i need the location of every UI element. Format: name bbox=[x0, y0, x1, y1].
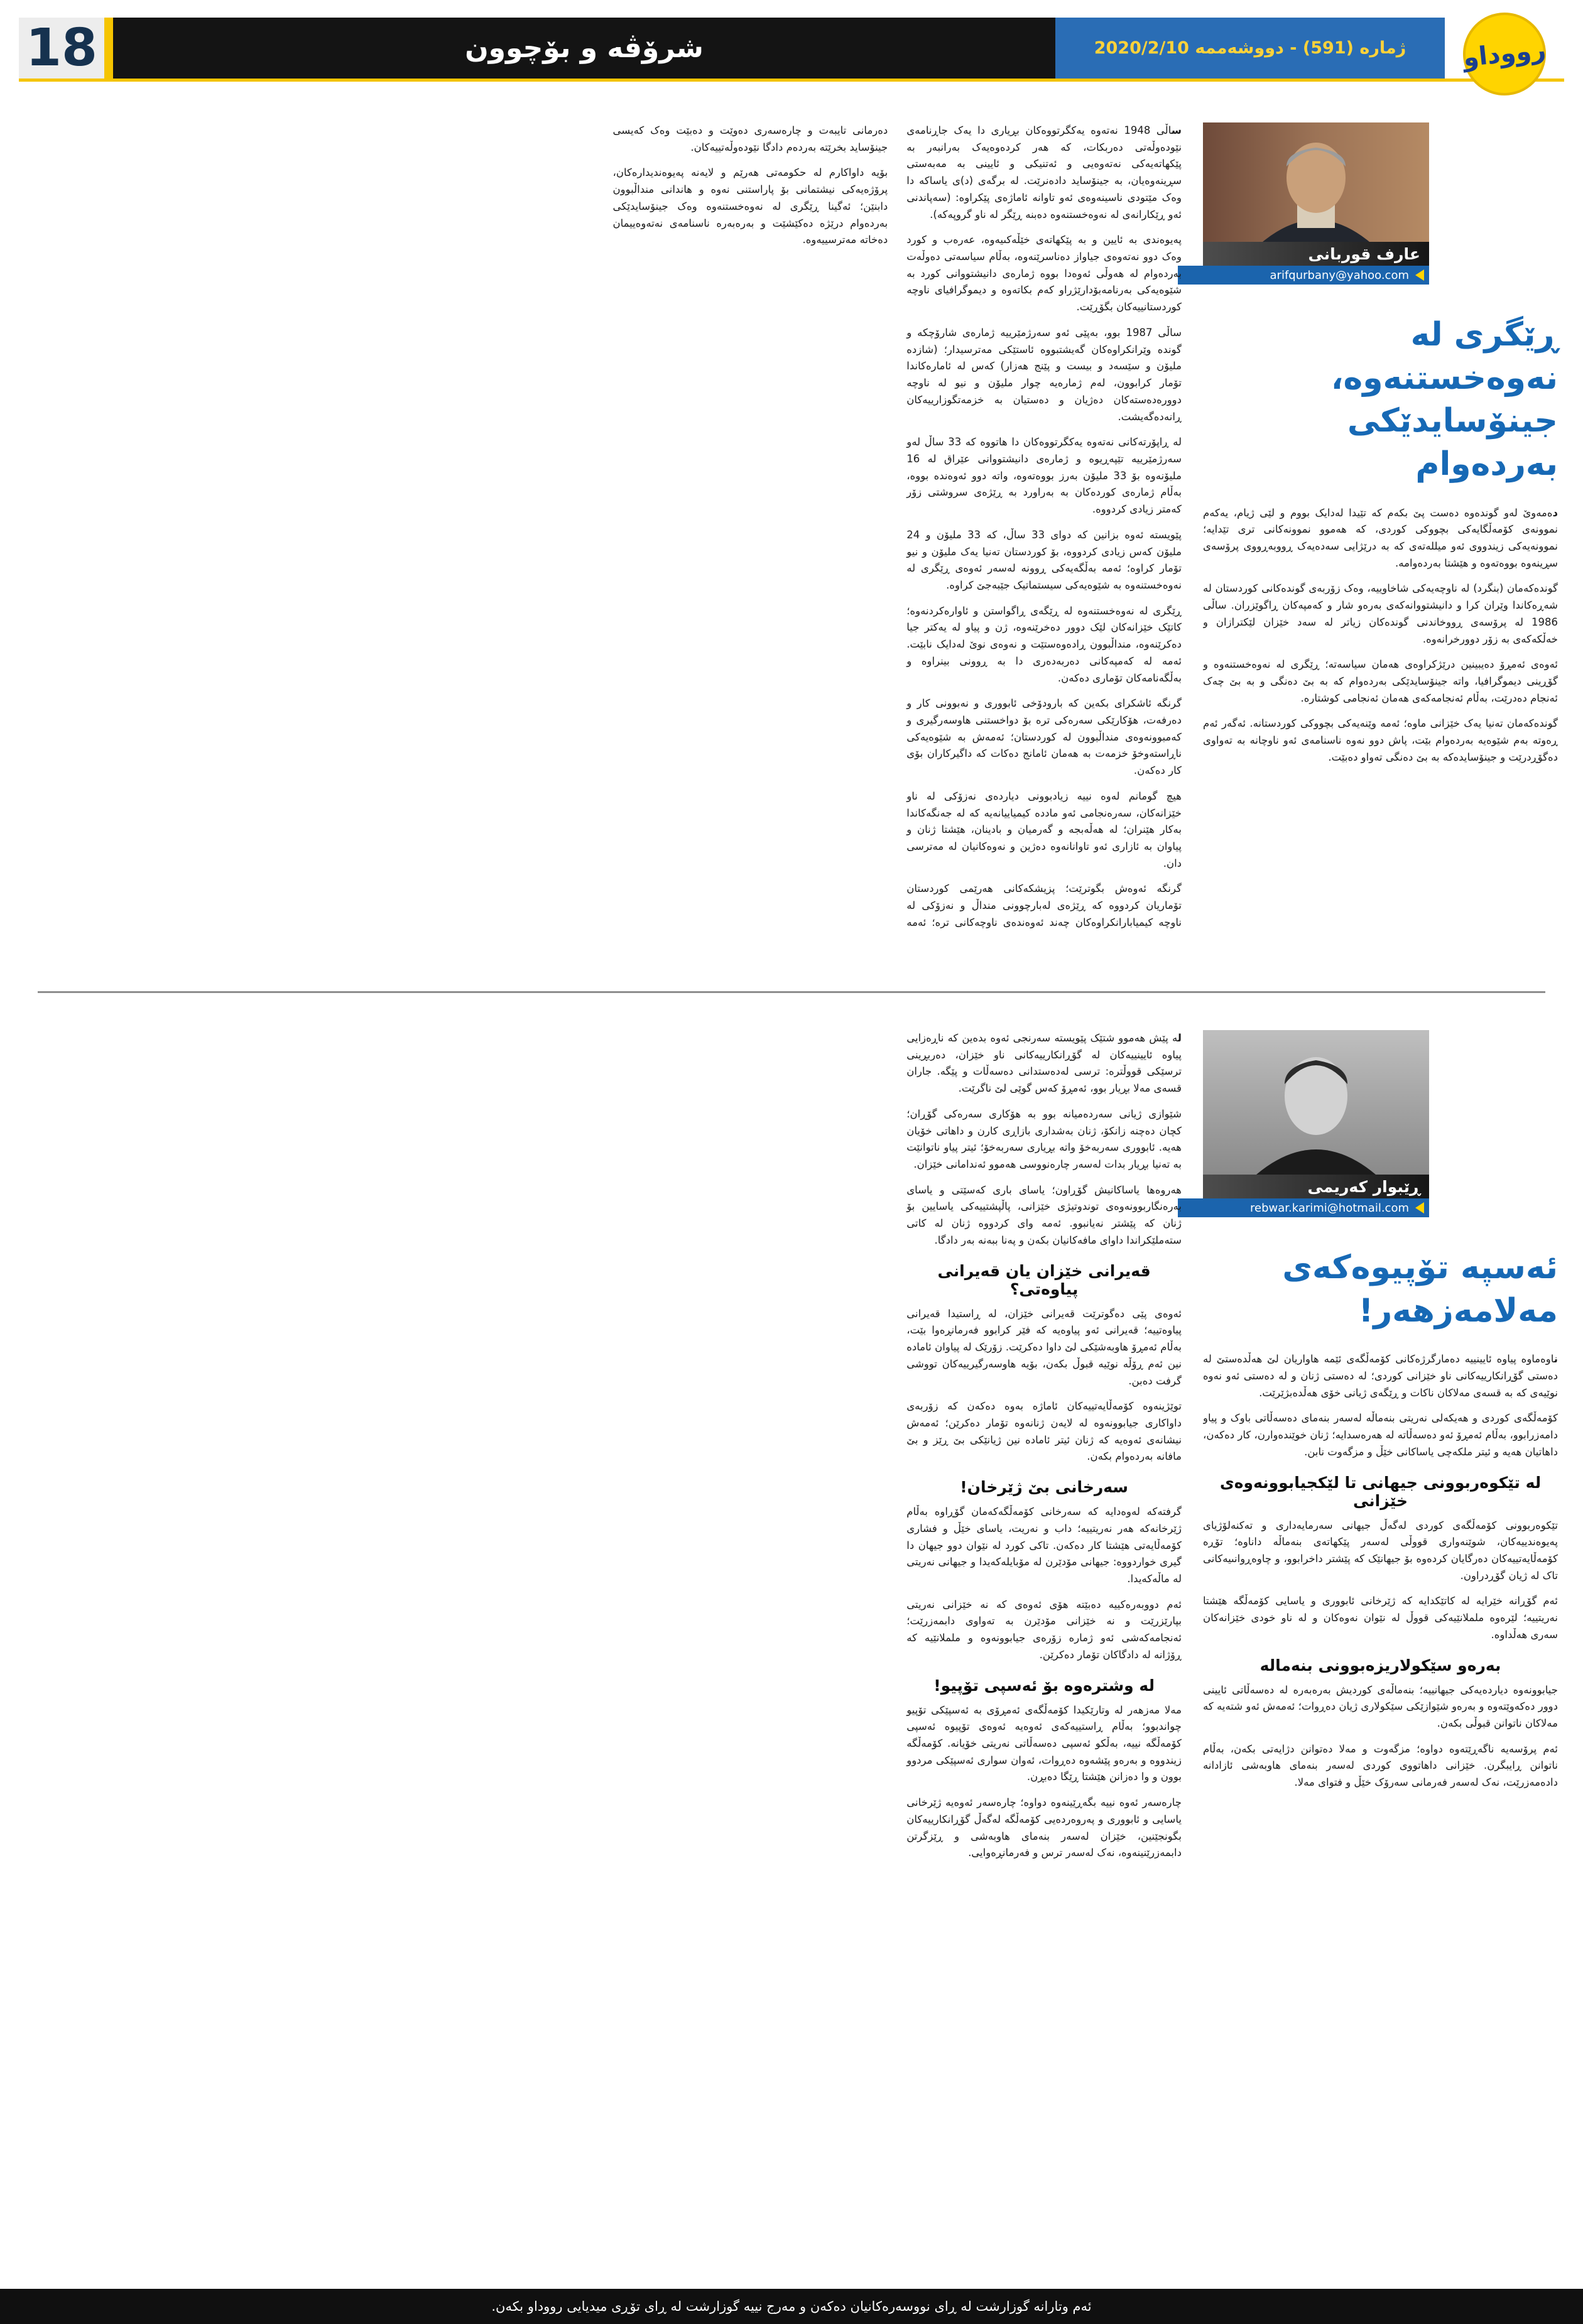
paragraph: بۆیه داواکارم له حکومه‌تى هه‌رێم و لایه‌نه په‌یوه‌ندیداره‌کان، پرۆژه‌یه‌کى نیشتمانى بۆ پاراستنى نه‌وه و هاندانى منداڵبوون دابنێن؛ ئه‌گینا ڕێگرى له نه‌وه‌خستنه‌وه وه‌ک جینۆسایدێکى به‌رده‌وام درێژه ده‌کێشێت و به‌ره‌به‌ره ناسنامه‌ى نه‌ته‌وه‌ییمان ده‌خاته مه‌ترسییه‌وه. bbox=[612, 166, 888, 246]
paragraph: ئه‌وه‌ى ئه‌مڕۆ ده‌یبینین درێژکراوه‌ى هه‌مان سیاسه‌ته؛ ڕێگرى له نه‌وه‌خستنه‌وه و گۆڕینى دیموگرافیا، واته جینۆسایدێکى به‌رده‌وام که به بێ ده‌نگى و به بێ چه‌ک ئه‌نجام ده‌درێت، به‌ڵام ئه‌نجامه‌که‌ى هه‌مان ئه‌نجامى کوشتاره. bbox=[1203, 658, 1558, 704]
article2-right-block bbox=[1203, 1030, 1558, 2224]
article-genocide bbox=[25, 122, 1558, 958]
author-name: ڕێبوار که‌ریمى bbox=[1307, 1177, 1420, 1196]
issue-date-bar bbox=[1055, 18, 1445, 79]
paragraph: ده‌مه‌وێ له‌و گونده‌وه ده‌ست پێ بکه‌م که تێیدا له‌دایک بووم و لێى ژیام، یه‌که‌م نموونه‌ى کۆمه‌ڵگایه‌کى بچووکى کوردى، که هه‌موو نموونه‌کانى ترى تێدایه؛ نموونه‌یه‌کى زیندووى ئه‌و میلله‌ته‌ى که به درێژایى سه‌ده‌یه‌ک ڕووبه‌ڕووى پرۆسه‌ى سڕینه‌وه بووه‌ته‌وه و هێشتا به‌رده‌وامه. bbox=[1203, 506, 1558, 569]
article2-photo-wrap bbox=[1203, 1030, 1429, 1217]
paragraph: توێژینه‌وه کۆمه‌ڵایه‌تییه‌کان ئاماژه به‌وه ده‌که‌ن که زۆربه‌ى داواکارى جیابوونه‌وه له لایه‌ن ژنانه‌وه تۆمار ده‌کرێن؛ ئه‌مه‌ش نیشانه‌ى ئه‌وه‌یه که ژنان ئیتر ئاماده نین ژیانێکى بێ ڕێز و بێ مافانه به‌رده‌وام بکه‌ن. bbox=[906, 1400, 1182, 1463]
paragraph: کۆمه‌ڵگه‌ى کوردى و هه‌یکه‌لى نه‌ریتى بنه‌ماڵه له‌سه‌ر بنه‌ماى ده‌سه‌ڵاتى باوک و پیاو دامه‌زرابوو، به‌ڵام ئه‌مڕۆ ئه‌و ده‌سه‌ڵاته له هه‌ره‌سدایه؛ ژنان خوێنده‌وارن، کار ده‌که‌ن، داهاتیان هه‌یه و ئیتر ملکه‌چى یاساکانى خێڵ و مزگه‌وت نابن. bbox=[1203, 1412, 1558, 1458]
page-header bbox=[19, 18, 1564, 82]
section-title: شرۆڤه و بۆچوون bbox=[465, 32, 704, 64]
arrow-icon bbox=[1415, 1202, 1424, 1214]
paragraph: ناوه‌ماوه پیاوه ئایینییه ده‌مارگرژه‌کانى کۆمه‌ڵگه‌ى ئێمه هاواریان لێ هه‌ڵده‌ستێ له ده‌ستى گۆڕانکارییه‌کانى ناو خێزانى کوردى؛ له ده‌ستى ژنان و له ده‌ستى ئه‌و نه‌وه نوێیه‌ى که به قسه‌ى مه‌لاکان ناکات و ڕێگه‌ى ژیانى خۆى هه‌ڵده‌بژێرێت. bbox=[1203, 1353, 1558, 1399]
paragraph: له پێش هه‌موو شتێک پێویسته سه‌رنجى ئه‌وه بده‌ین که ناڕه‌زایى پیاوه ئایینییه‌کان له گۆڕانکارییه‌کانى ناو خێزان، ده‌ربڕینى ترسێکى قووڵتره: ترسى له‌ده‌ستدانى ده‌سه‌ڵات و پێگه. جاران قسه‌ى مه‌لا بڕیار بوو، ئه‌مڕۆ که‌س گوێى لێ ناگرێت. bbox=[906, 1032, 1182, 1095]
article-divider bbox=[38, 991, 1545, 993]
paragraph: ئه‌م پرۆسه‌یه ناگه‌ڕێته‌وه دواوه؛ مزگه‌وت و مه‌لا ده‌توانن دژایه‌تى بکه‌ن، به‌ڵام ناتوانن ڕایبگرن. خێزانى داهاتووى کوردى له‌سه‌ر بنه‌ماى هاوبه‌شى ئازادانه داده‌مه‌زرێت، نه‌ک له‌سه‌ر فه‌رمانى سه‌رۆک خێڵ و فتواى مه‌لا. bbox=[1203, 1742, 1558, 1789]
article-dead-horse bbox=[25, 1030, 1558, 2224]
paragraph: ئه‌وه‌ى پێى ده‌گوترێت قه‌یرانى خێزان، له ڕاستیدا قه‌یرانى پیاوه‌تییه؛ قه‌یرانى ئه‌و پیاوه‌یه که فێر کرابوو فه‌رمانڕه‌وا بێت، به‌ڵام ئه‌مڕۆ هاوبه‌شێکى لێ داوا ده‌کرێت. زۆرێک له پیاوان ئاماده نین ئه‌م ڕۆڵه نوێیه قبوڵ بکه‌ن، بۆیه هاوسه‌رگیرییه‌کان تووشى گرفت ده‌بن. bbox=[906, 1307, 1182, 1387]
author-email-bar[interactable] bbox=[1178, 266, 1429, 285]
subhead-global-to-family: له تێکوه‌ربوونى جیهانى تا لێکجیابوونه‌وه‌ى خێزانى bbox=[1219, 1473, 1542, 1510]
issue-date: ژماره (591) - دووشه‌ممه 2020/2/10 bbox=[1094, 38, 1406, 58]
subhead-camel-to-horse: له وشتره‌وه بۆ ئه‌سپى تۆپیو! bbox=[933, 1676, 1155, 1695]
author-email-bar[interactable] bbox=[1178, 1198, 1429, 1217]
article2-columns bbox=[25, 1030, 1182, 2224]
paragraph: تێکوه‌ربوونى کۆمه‌ڵگه‌ى کوردى له‌گه‌ڵ جیهانى سه‌رمایه‌دارى و ته‌کنه‌لۆژیاى په‌یوه‌ندییه‌کان، شوێنه‌وارى قووڵى له‌سه‌ر پێکهاته‌ى بنه‌ماڵه داناوه؛ تۆڕه کۆمه‌ڵایه‌تییه‌کان ده‌رگایان کرده‌وه بۆ جیهانێک که پێشتر داخرابوو، و چاوه‌ڕوانىیه‌کانى تاک له ژیان گۆڕدراون. bbox=[1203, 1519, 1558, 1582]
article1-right-block bbox=[1203, 122, 1558, 958]
section-title-bar bbox=[113, 18, 1055, 79]
paragraph: مه‌لا مه‌زهه‌ر له وتارێکیدا کۆمه‌ڵگه‌ى ئه‌مڕۆى به ئه‌سپێکى تۆپیو چواندبوو؛ به‌ڵام ڕاستییه‌که‌ى ئه‌وه‌یه ئه‌وه‌ى تۆپیوه ئه‌سپى کۆمه‌ڵگه نییه، به‌ڵکو ئه‌سپى ده‌سه‌ڵاتى نه‌ریتى خۆیانه. کۆمه‌ڵگه زیندووه و به‌ره‌و پێشه‌وه ده‌ڕوات، ئه‌وان سوارى ئه‌سپێکى مردوو بوون و وا ده‌زانن هێشتا ڕێگا ده‌بڕن. bbox=[906, 1703, 1182, 1783]
logo-block bbox=[1445, 18, 1564, 79]
disclaimer-text: ئه‌م وتارانه گوزارشت له ڕاى نووسه‌ره‌کانیان ده‌که‌ن و مه‌رج نییه گوزارشت له ڕاى تۆڕى میدیایى رووداو بکه‌ن. bbox=[491, 2299, 1092, 2314]
author-name: عارف قوربانى bbox=[1308, 244, 1420, 263]
article1-right-column bbox=[1203, 505, 1558, 958]
article2-right-column bbox=[1203, 1351, 1558, 2224]
author-photo-arif bbox=[1203, 122, 1429, 242]
paragraph: گرنگه ئاشکراى بکه‌ین که بارودۆخى ئابوورى و نه‌بوونى کار و ده‌رفه‌ت، هۆکارێکى سه‌ره‌کى تره بۆ دواخستنى هاوسه‌رگیرى و که‌مبوونه‌وه‌ى منداڵبوون له کوردستان؛ ئه‌مه‌ش به شێوه‌یه‌کى ناڕاسته‌وخۆ خزمه‌ت به هه‌مان ئامانج ده‌کات که داگیرکاران بۆى کار ده‌که‌ن. bbox=[906, 697, 1182, 777]
rudaw-logo bbox=[1459, 8, 1550, 99]
paragraph: پێویسته ئه‌وه بزانین که دواى 33 ساڵ، که 33 ملیۆن و 24 ملیۆن که‌س زیادى کردووه، بۆ کوردستان ته‌نیا یه‌ک ملیۆن و نیو تۆمار کراوه؛ ئه‌مه به‌ڵگه‌یه‌کى ڕوونه له‌سه‌ر ئه‌وه‌ى ڕێگرى له نه‌وه‌خستنه‌وه به شێوه‌یه‌کى سیستماتیک جێبه‌جێ کراوه. bbox=[906, 528, 1182, 591]
article1-photo-wrap bbox=[1203, 122, 1429, 285]
paragraph: په‌یوه‌ندى به ئایین و به پێکهاته‌ى خێڵه‌کىیه‌وه، عه‌ره‌ب و کورد وه‌ک دوو نه‌ته‌وه‌ى جیاواز ده‌ناسرێنه‌وه، به‌ڵام سیاسه‌تى ده‌وڵه‌ت به‌رده‌وام له هه‌وڵى ئه‌وه‌دا بووه ژماره‌ى دانیشتووانى کورد به شێوه‌یه‌کى به‌رنامه‌بۆدارێژراو که‌م بکاته‌وه و دیموگرافیاى ناوچه کوردستانییه‌کان بگۆڕێت. bbox=[906, 234, 1182, 313]
author-photo-rebwar bbox=[1203, 1030, 1429, 1175]
paragraph: گونده‌که‌مان ته‌نیا یه‌ک خێزانى ماوه؛ ئه‌مه وێنه‌یه‌کى بچووکى کوردستانه. ئه‌گه‌ر ئه‌م ڕه‌وته به‌م شێوه‌یه به‌رده‌وام بێت، پاش دوو نه‌وه ناسنامه‌ى ئه‌و ناوچانه به ته‌واوى ده‌گۆڕدرێت و جینۆسایده‌که به بێ ده‌نگى ته‌واو ده‌بێت. bbox=[1203, 717, 1558, 763]
paragraph: گونده‌که‌مان (بنگرد) له ناوچه‌یه‌کى شاخاوییه، وه‌ک زۆربه‌ى گونده‌کانى کوردستان له شه‌ڕه‌کاندا وێران کرا و دانیشتووانه‌که‌ى به‌ره‌و شار و که‌مپه‌کان ڕاگوێزران. ساڵى 1986 له پرۆسه‌ى ڕووخاندنى گونده‌کان زیاتر له سه‌د خێزان لێکترازان و خه‌ڵکه‌که‌ى به زۆر دوورخرانه‌وه. bbox=[1203, 582, 1558, 645]
logo-text: رووداو bbox=[1462, 35, 1547, 73]
paragraph: له ڕاپۆرته‌کانى نه‌ته‌وه یه‌کگرتووه‌کان دا هاتووه که 33 ساڵ له‌و سه‌رژمێرییه تێپه‌ڕیوه و ژماره‌ى دانیشتووانى عێراق له 16 ملیۆنه‌وه بۆ 33 ملیۆن به‌رز بووه‌ته‌وه، واته دوو ئه‌وه‌نده بووه، به‌ڵام ژماره‌ى کورده‌کان به به‌راورد به ڕێژه‌ى سروشتى زۆر که‌متر زیادى کردووه. bbox=[906, 436, 1182, 516]
paragraph: هیچ گومانم له‌وه نییه زیادبوونى دیارده‌ى نه‌زۆکى له ناو خێزانه‌کان، سه‌ره‌نجامى ئه‌و مادده کیمیاییانه‌یه که له جه‌نگه‌کاندا به‌کار هێنران؛ له هه‌ڵه‌بجه و گه‌رمیان و بادینان، هێشتا ژنان و پیاوان به ئازارى ئه‌و تاوانانه‌وه ده‌ژین و نه‌وه‌کانیان له مه‌ترسى دان. bbox=[906, 790, 1182, 869]
paragraph: شێوازى ژیانى سه‌رده‌میانه بوو به هۆکارى سه‌ره‌کى گۆڕان؛ کچان ده‌چنه زانکۆ، ژنان به‌شدارى بازاڕى کارن و داهاتى خۆیان هه‌یه. ئابوورى سه‌ربه‌خۆ واته بڕیارى سه‌ربه‌خۆ؛ ئیتر پیاو ناتوانێت به ته‌نیا بڕیار بدات له‌سه‌ر چاره‌نووسى هه‌موو ئه‌ندامانى خێزان. bbox=[906, 1107, 1182, 1171]
paragraph: ئه‌م گۆڕانه خێرایه له کاتێکدایه که ژێرخانى ئابوورى و یاسایى کۆمه‌ڵگه هێشتا نه‌ریتییه؛ لێره‌وه ململانێیه‌کى قووڵ له نێوان نه‌وه‌کان و له ناو خودى خێزانه‌کان سه‌رى هه‌ڵداوه. bbox=[1203, 1595, 1558, 1641]
arrow-icon bbox=[1415, 269, 1424, 281]
paragraph: گرنگه ئه‌وه‌ش بگوترێت؛ پزیشکه‌کانى هه‌رێمى کوردستان تۆماریان کردووه که ڕێژه‌ى له‌بارچوونى منداڵ و نه‌زۆکى له ناوچه کیمیابارانکراوه‌کان چه‌ند ئه‌وه‌نده‌ى ناوچه‌کانى تره؛ ئه‌مه ده‌رمانى تایبه‌ت و چاره‌سه‌رى ده‌وێت و ده‌بێت وه‌ک که‌یسى جینۆساید بخرێته به‌رده‌م دادگا نێوده‌وڵه‌تییه‌کان. bbox=[612, 124, 1182, 928]
paragraph: ساڵى 1987 بوو، به‌پێى ئه‌و سه‌رژمێرییه ژماره‌ى شارۆچکه و گونده وێرانکراوه‌کان گه‌یشتبووه ئاستێکى مه‌ترسیدار؛ (شازده ملیۆن و سێسه‌د و بیست و پێنج هه‌زار) که‌س له ئاماره‌کاندا تۆمار کرابوون، له‌م ژماره‌یه چوار ملیۆن و نیو له ناوچه دووره‌ده‌سته‌کان ده‌ژیان و ده‌ستیان به خزمه‌تگوزارییه‌کان ڕانه‌ده‌گه‌یشت. bbox=[906, 326, 1182, 423]
subhead-secularization: به‌ره‌و سێکولاریزه‌بوونى بنه‌ماله bbox=[1259, 1656, 1501, 1675]
page-footer bbox=[0, 2289, 1583, 2324]
author-name-bar bbox=[1203, 242, 1429, 266]
author-email: rebwar.karimi@hotmail.com bbox=[1249, 1201, 1409, 1215]
author-email: arifqurbany@yahoo.com bbox=[1270, 268, 1409, 282]
paragraph: هه‌روه‌ها یاساکانیش گۆڕاون؛ یاساى بارى که‌سێتى و یاساى به‌ره‌نگاربوونه‌وه‌ى توندوتیژى خێزانى، پاڵپشتییه‌کى یاسایین بۆ ژنان که پێشتر نه‌یانبوو. ئه‌مه واى کردووه ژنان له کاتى سته‌ملێکراندا داواى مافه‌کانیان بکه‌ن و په‌نا ببه‌نه به‌ر دادگا. bbox=[906, 1183, 1182, 1246]
paragraph: ساڵى 1948 نه‌ته‌وه یه‌کگرتووه‌کان بڕیارى دا یه‌ک جاڕنامه‌ى نێوده‌وڵه‌تى ده‌ربکات، که هه‌ر کرده‌وه‌یه‌ک به‌رانبه‌ر به پێکهاته‌یه‌کى نه‌ته‌وه‌یى و ئه‌تنیکى و ئایینى به مه‌به‌ستى سڕینه‌وه‌یان، به جینۆساید داده‌نرێت. له برگه‌ى (د)ى یاساکه دا وه‌ک مێتودى ناسینه‌وه‌ى ئه‌و تاوانه ئاماژه‌ى پێکراوه: (سه‌پاندنى ئه‌و ڕێکارانه‌ى له نه‌وه‌خستنه‌وه ده‌بنه ڕێگر له ناو گروپه‌که). bbox=[906, 124, 1182, 220]
article1-headline: ڕێگرى له نه‌وه‌خستنه‌وه، جینۆسایدێکى به‌رده‌وام bbox=[1330, 316, 1558, 483]
author-name-bar bbox=[1203, 1175, 1429, 1198]
paragraph: ڕێگرى له نه‌وه‌خستنه‌وه له ڕێگه‌ى ڕاگواستن و ئاواره‌کردنه‌وه؛ کاتێک خێزانه‌کان لێک دوور ده‌خرێنه‌وه، ژن و پیاو له یه‌کتر جیا ده‌کرێنه‌وه، منداڵبوون ڕاده‌وه‌ستێت و نه‌وه‌ى نوێ له‌دایک نابێت. ئه‌مه له که‌مپه‌کانى ده‌ربه‌ده‌رى دا به ڕوونى بینراوه و به‌ڵگه‌نامه‌کان تۆمارى ده‌که‌ن. bbox=[906, 604, 1182, 684]
paragraph: چاره‌سه‌ر ئه‌وه نییه بگه‌ڕێینه‌وه دواوه؛ چاره‌سه‌ر ئه‌وه‌یه ژێرخانى یاسایى و ئابوورى و په‌روه‌رده‌یى کۆمه‌ڵگه له‌گه‌ڵ گۆڕانکارییه‌کان بگونجێنین، خێزان له‌سه‌ر بنه‌ماى هاوبه‌شى و ڕێزگرتن دابمه‌زرێنینه‌وه، نه‌ک له‌سه‌ر ترس و فه‌رمانڕه‌وایى. bbox=[906, 1796, 1182, 1859]
paragraph: جیابوونه‌وه دیارده‌یه‌کى جیهانییه؛ بنه‌ماڵه‌ى کوردیش به‌ره‌به‌ره له ده‌سه‌ڵاتى ئایینى دوور ده‌که‌وێته‌وه و به‌ره‌و شێوازێکى سێکولارى ژیان ده‌ڕوات؛ ئه‌مه‌ش ئه‌و شته‌یه که مه‌لاکان ناتوانن قبوڵى بکه‌ن. bbox=[1203, 1683, 1558, 1730]
page-number-block bbox=[19, 18, 113, 79]
subhead-superstructure: سه‌رخانى بێ ژێرخان! bbox=[960, 1478, 1129, 1497]
subhead-family-or-masculinity-crisis: قه‌یرانى خێزان یان قه‌یرانى پیاوه‌تى؟ bbox=[937, 1261, 1151, 1298]
paragraph: ئه‌م دووبه‌ره‌کییه ده‌بێته هۆى ئه‌وه‌ى که نه خێزانى نه‌ریتى بپارێزرێت و نه خێزانى مۆدێرن به ته‌واوى دابمه‌زرێت؛ ئه‌نجامه‌که‌شى ئه‌و ژماره زۆره‌ى جیابوونه‌وه و ململانێیه که ڕۆژانه له دادگاکان تۆمار ده‌کرێن. bbox=[906, 1598, 1182, 1661]
article1-columns bbox=[25, 122, 1182, 958]
paragraph: گرفته‌که له‌وه‌دایه که سه‌رخانى کۆمه‌ڵگه‌که‌مان گۆڕاوه به‌ڵام ژێرخانه‌که هه‌ر نه‌ریتییه؛ داب و نه‌ریت، یاساى خێڵ و فشارى کۆمه‌ڵایه‌تى هێشتا کار ده‌که‌ن. تاکى کورد له نێوان دوو جیهان دا گیرى خواردووه: جیهانى مۆدێرن له مۆبایله‌که‌یدا و جیهانى نه‌ریتى له ماڵه‌که‌یدا. bbox=[906, 1506, 1182, 1585]
article2-headline: ئه‌سپه تۆپیوه‌که‌ى مه‌لامه‌زهه‌ر! bbox=[1282, 1249, 1558, 1330]
page-number: 18 bbox=[25, 18, 98, 78]
